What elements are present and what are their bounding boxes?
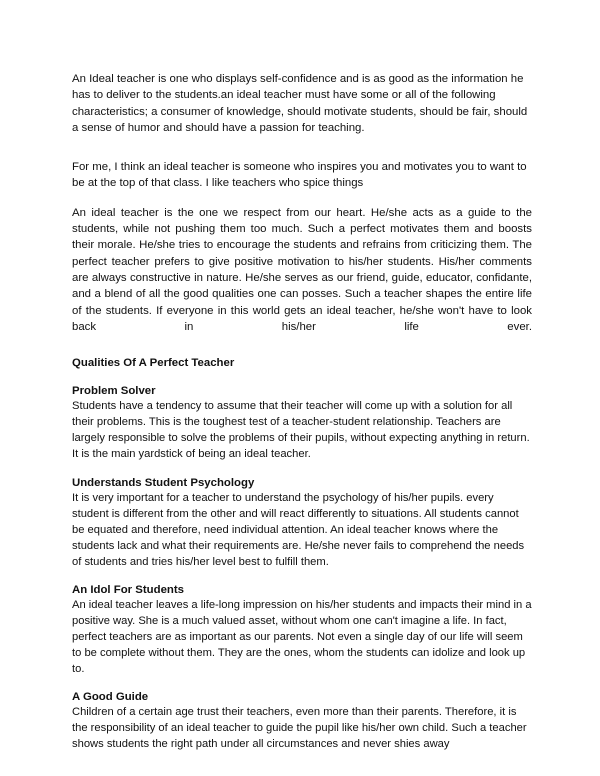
good-guide-heading: A Good Guide xyxy=(72,691,149,704)
student-psychology-heading: Understands Student Psychology xyxy=(72,477,255,490)
problem-solver-body: Students have a tendency to assume that their teacher will come up with a solution for all their problems. This is the toughest test of a teacher-student relationship. Teachers are largely responsible to solve the problems of their pupils, without expecting anything in return. It is the main yardstick of being an ideal teacher. xyxy=(72,400,530,460)
idol-for-students-body: An ideal teacher leaves a life-long impression on his/her students and impacts their mind in a positive way. She is a much valued asset, without whom one can't imagine a life. In fact, perfect teachers are as important as our parents. Not even a single day of our life will seem to be complete without them. They are the ones, whom the students can idolize and look up to. xyxy=(72,599,532,675)
qualities-heading: Qualities Of A Perfect Teacher xyxy=(72,357,235,370)
good-guide-body: Children of a certain age trust their teachers, even more than their parents. Therefore, it is the responsibility of an ideal teacher to guide the pupil like his/her own child. Such a teacher shows students the right path under all circumstances and never shies away xyxy=(72,706,527,750)
respect-paragraph: An ideal teacher is the one we respect from our heart. He/she acts as a guide to the students, while not pushing them too much. Such a perfect motivates them and boosts their morale. He/she tries to encourage the students and refrains from criticizing them. The perfect teacher prefers to give positive motivation to his/her students. His/her comments are always constructive in nature. He/she serves as our friend, guide, educator, confidante, and a blend of all the good qualities one can posses. Such a teacher shapes the entire life of the students. If everyone in this world gets an ideal teacher, he/she won't have to look back in his/her life ever. xyxy=(72,206,532,333)
idol-for-students-heading: An Idol For Students xyxy=(72,584,184,597)
opinion-paragraph: For me, I think an ideal teacher is someone who inspires you and motivates you to want to be at the top of that class. I like teachers who spice things xyxy=(72,161,527,190)
intro-paragraph: An Ideal teacher is one who displays self-confidence and is as good as the information he has to deliver to the students.an ideal teacher must have some or all of the following characteristics; a consumer of knowledge, should motivate students, should be fair, should a sense of humor and should have a passion for teaching. xyxy=(72,73,528,134)
problem-solver-heading: Problem Solver xyxy=(72,385,156,398)
document-page xyxy=(72,71,532,753)
student-psychology-body: It is very important for a teacher to understand the psychology of his/her pupils. every student is different from the other and will react differently to situations. All students cannot be equated and therefore, need individual attention. An ideal teacher knows where the students lack and what their requirements are. He/she never fails to comprehend the needs of students and tries his/her level best to fulfill them. xyxy=(72,492,525,568)
